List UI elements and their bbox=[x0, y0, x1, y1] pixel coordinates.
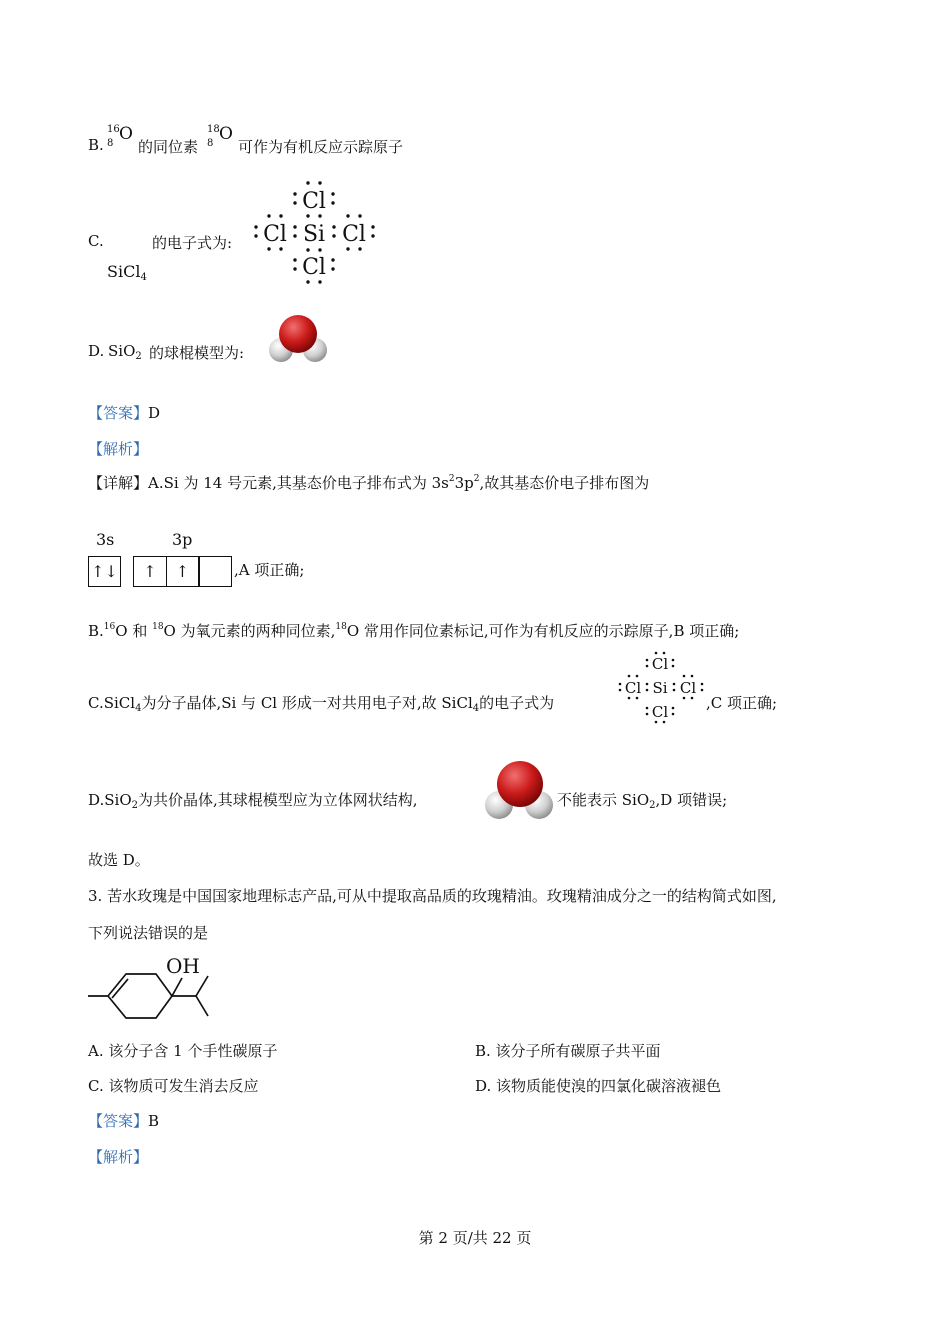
q3-option-b: B. 该分子所有碳原子共平面 bbox=[475, 1042, 661, 1060]
lewis-small-cl-bottom: Cl bbox=[651, 703, 669, 721]
sicl4-lewis-structure-small bbox=[616, 649, 708, 725]
option-b-mid: 的同位素 bbox=[138, 138, 199, 156]
isotope-16-mass: 16 bbox=[107, 124, 120, 135]
detail-line-d-end: 不能表示 SiO$_2$,D 项错误; bbox=[557, 791, 728, 811]
q3-stem-line-2: 下列说法错误的是 bbox=[88, 924, 209, 942]
answer-1-value: D bbox=[148, 404, 161, 422]
q3-option-a: A. 该分子含 1 个手性碳原子 bbox=[88, 1042, 278, 1060]
lewis-cl-top: Cl bbox=[302, 189, 326, 214]
ball-stick-model-large bbox=[483, 759, 557, 825]
answer-1 bbox=[88, 402, 160, 423]
lewis-si: Si bbox=[302, 222, 326, 247]
detail-tag: 【详解】 bbox=[88, 474, 149, 492]
orbital-3p-label: 3p bbox=[172, 530, 193, 549]
lewis-cl-bottom: Cl bbox=[302, 255, 326, 280]
option-d-text: 的球棍模型为: bbox=[149, 344, 245, 362]
orbital-3s-box: ↑↓ bbox=[88, 556, 121, 587]
page-footer: 第 2 页/共 22 页 bbox=[418, 1229, 532, 1247]
isotope-16-symbol: O bbox=[119, 124, 133, 144]
lewis-cl-left: Cl bbox=[263, 222, 287, 247]
conclusion: 故选 D。 bbox=[88, 851, 150, 869]
q3-option-c: C. 该物质可发生消去反应 bbox=[88, 1077, 259, 1095]
lewis-cl-right: Cl bbox=[342, 222, 366, 247]
option-d-formula: SiO$_2$ bbox=[108, 342, 142, 362]
lewis-small-si: Si bbox=[652, 679, 668, 697]
detail-line-b: B.$^{16}$O 和 $^{18}$O 为氧元素的两种同位素,$^{18}$O 常用作同位素标记,可作为有机反应的示踪原子,B 项正确; bbox=[88, 622, 740, 640]
answer-2-value: B bbox=[148, 1112, 160, 1130]
lewis-small-cl-top: Cl bbox=[651, 655, 669, 673]
detail-line-a-end: ,A 项正确; bbox=[234, 561, 305, 579]
option-d-prefix: D. bbox=[88, 342, 105, 360]
detail-line-c: C.SiCl$_4$为分子晶体,Si 与 Cl 形成一对共用电子对,故 SiCl$_4$的电子式为 bbox=[88, 694, 555, 714]
analysis-2-tag: 【解析】 bbox=[88, 1148, 149, 1166]
oh-label: OH bbox=[166, 954, 200, 978]
sicl4-lewis-structure bbox=[250, 178, 385, 286]
orbital-3s-label: 3s bbox=[96, 530, 115, 549]
q3-option-d: D. 该物质能使溴的四氯化碳溶液褪色 bbox=[475, 1077, 722, 1095]
orbital-diagram bbox=[88, 530, 238, 588]
option-b-suffix: 可作为有机反应示踪原子 bbox=[238, 138, 404, 156]
terpineol-structure bbox=[88, 952, 228, 1028]
answer-1-tag: 【答案】 bbox=[88, 404, 149, 422]
option-b-prefix: B. bbox=[88, 136, 104, 154]
ball-stick-model-small bbox=[267, 313, 331, 367]
answer-2-tag: 【答案】 bbox=[88, 1112, 149, 1130]
option-c-text: 的电子式为: bbox=[152, 234, 233, 252]
orbital-3p-box-3 bbox=[198, 556, 232, 587]
lewis-small-cl-left: Cl bbox=[624, 679, 642, 697]
isotope-18-z: 8 bbox=[207, 138, 214, 149]
detail-line-d: D.SiO$_2$为共价晶体,其球棍模型应为立体网状结构, bbox=[88, 791, 418, 811]
orbital-3p-box-1: ↑ bbox=[133, 556, 167, 587]
orbital-3p-box-2: ↑ bbox=[166, 556, 200, 587]
detail-line-a: 【详解】A.Si 为 14 号元素,其基态价电子排布式为 $3s^23p^2$,故其基态价电子排布图为 bbox=[88, 474, 650, 492]
isotope-18-symbol: O bbox=[219, 124, 233, 144]
answer-2 bbox=[88, 1110, 159, 1131]
lewis-small-cl-right: Cl bbox=[679, 679, 697, 697]
q3-stem-line-1: 3. 苦水玫瑰是中国国家地理标志产品,可从中提取高品质的玫瑰精油。玫瑰精油成分之一的结构简式如图, bbox=[88, 887, 777, 905]
option-c-prefix: C. bbox=[88, 232, 104, 250]
isotope-16-z: 8 bbox=[107, 138, 114, 149]
detail-line-c-end: ,C 项正确; bbox=[706, 694, 778, 712]
option-c-formula: SiCl$_4$ bbox=[107, 262, 147, 283]
analysis-1-tag: 【解析】 bbox=[88, 440, 149, 458]
isotope-18-mass: 18 bbox=[207, 124, 220, 135]
